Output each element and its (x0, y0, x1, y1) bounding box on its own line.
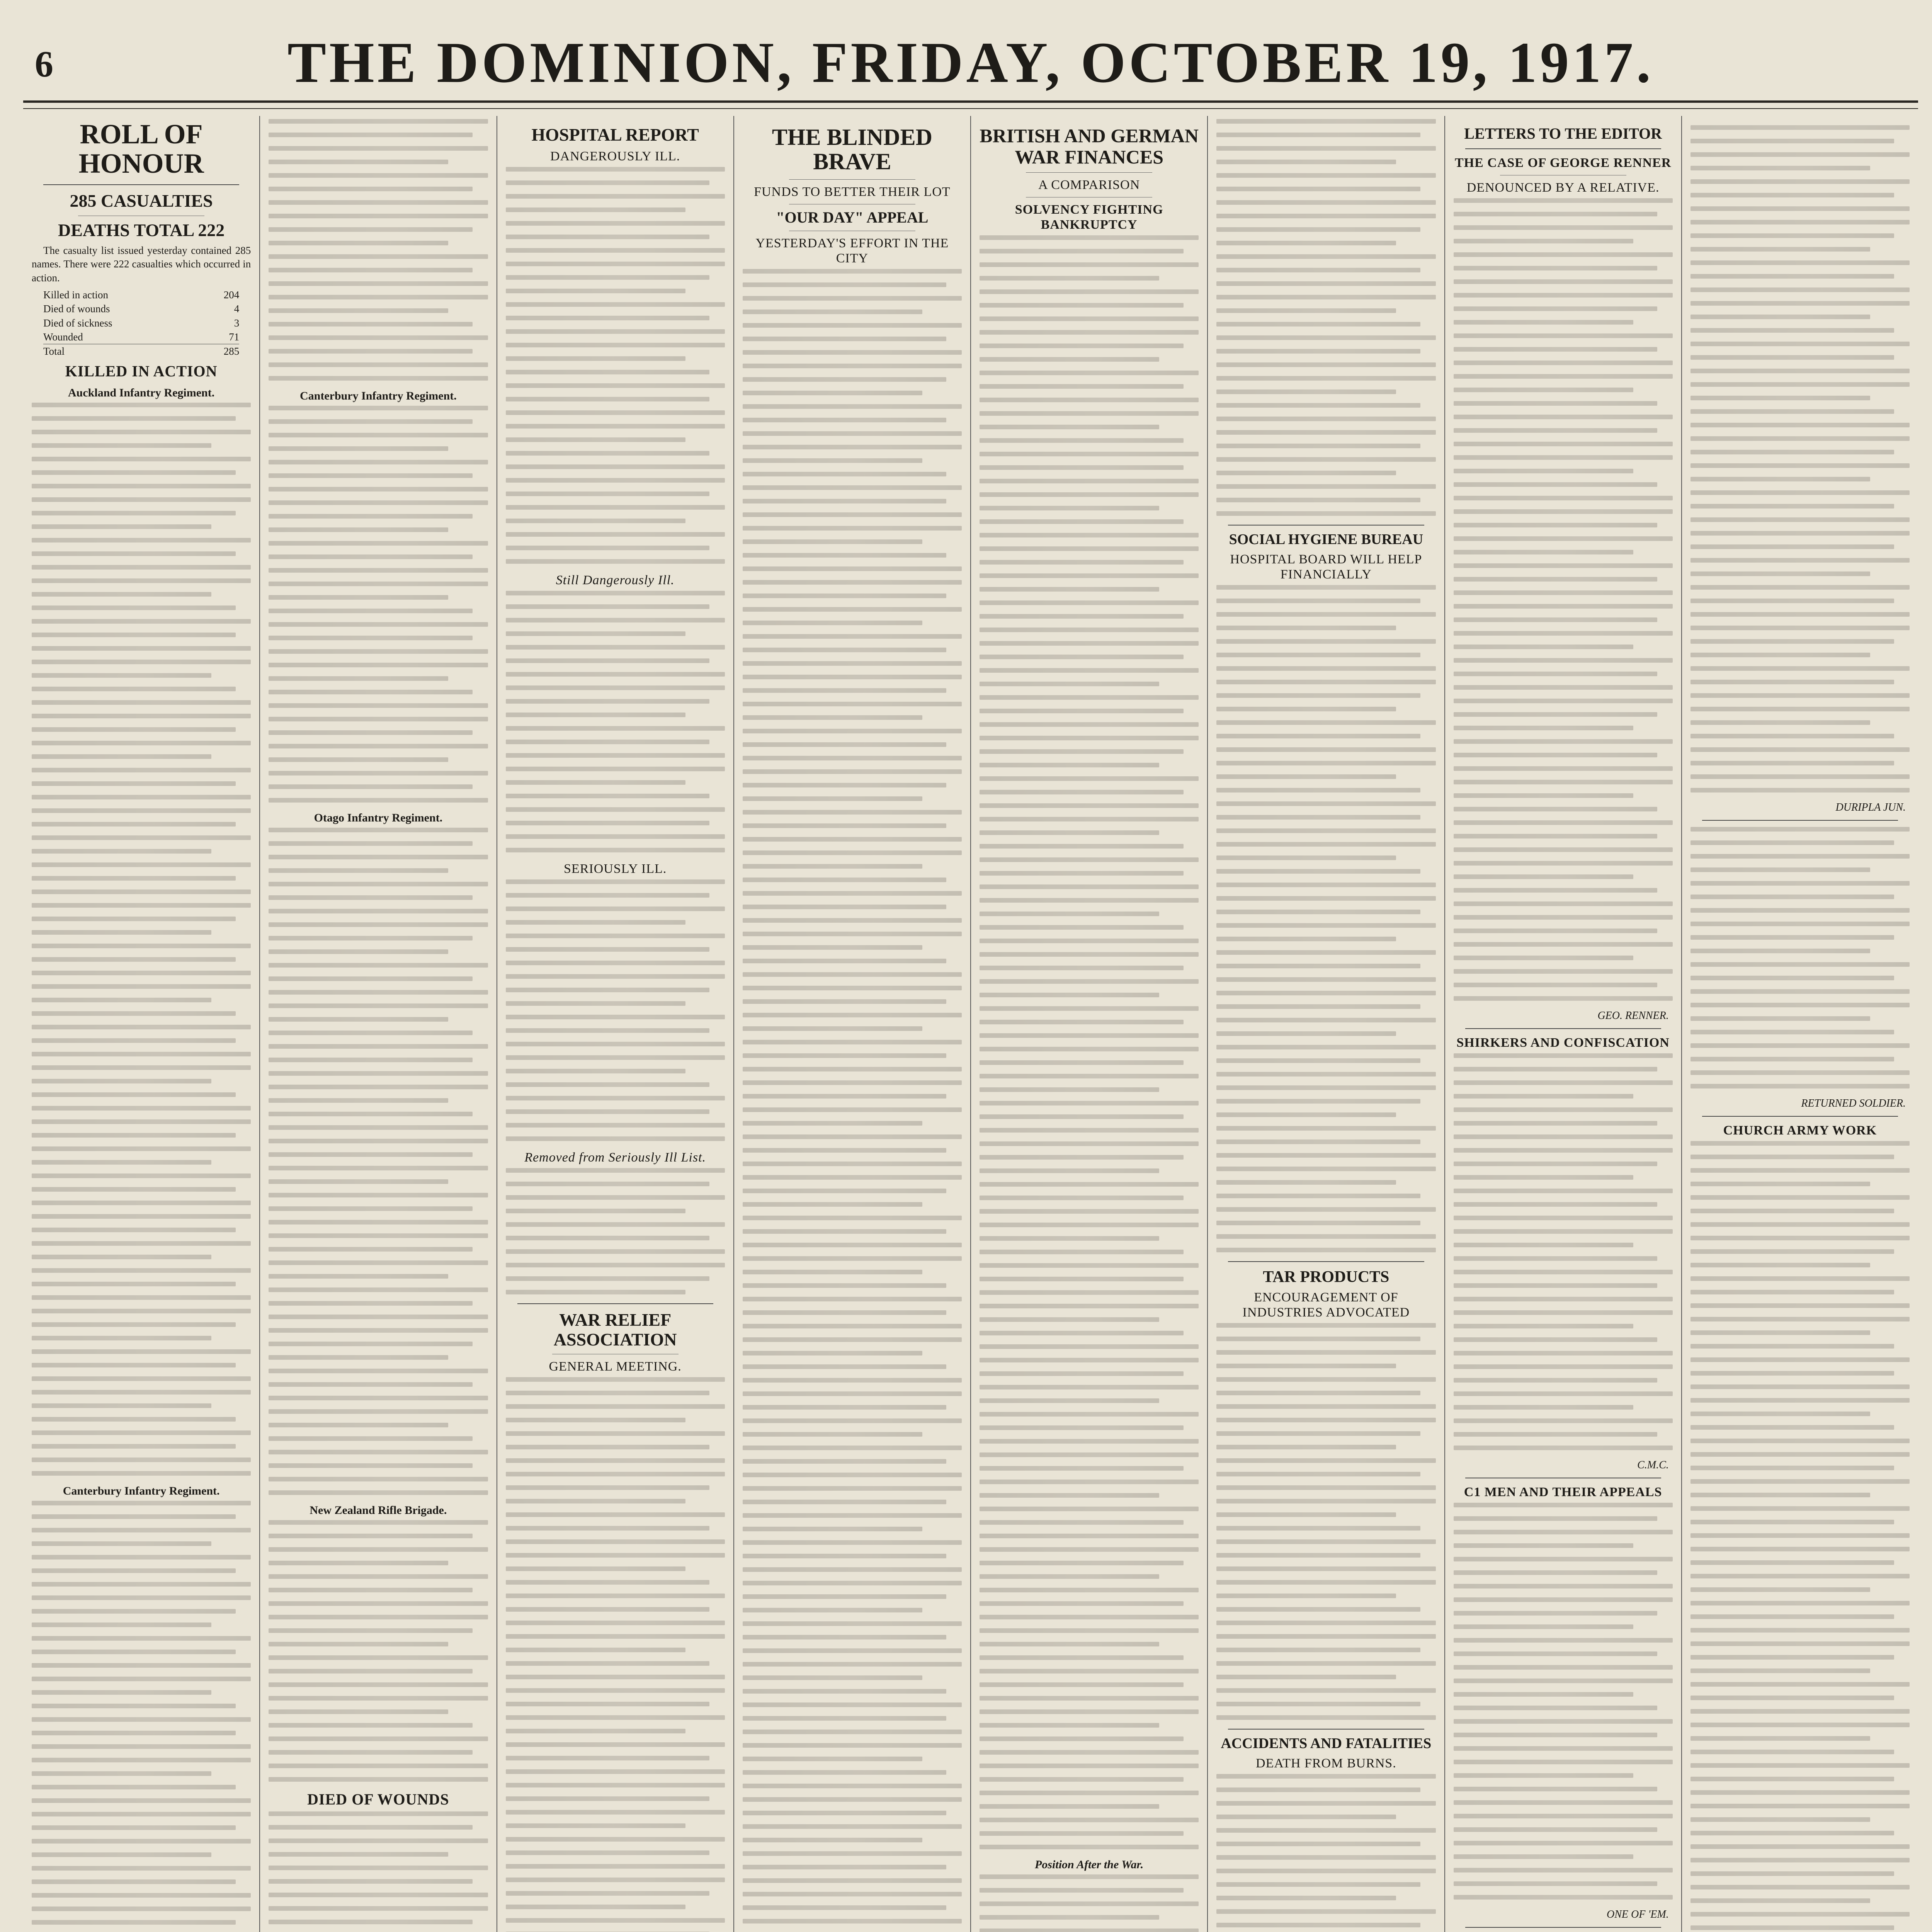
article-body (980, 235, 1199, 1849)
casualty-name-list (32, 403, 251, 1476)
masthead-rule (23, 108, 1918, 109)
subhead-rifle-brigade: New Zealand Rifle Brigade. (310, 1504, 447, 1517)
casualty-intro: The casualty list issued yesterday contained 285 names. There were 222 casualties which occurred in action. (32, 245, 251, 284)
column-hospital-report (497, 116, 733, 1932)
patient-list (506, 879, 725, 1141)
subhead-still-dangerously-ill: Still Dangerously Ill. (556, 573, 675, 587)
casualty-name-list (32, 1501, 251, 1932)
patient-list (506, 591, 725, 852)
headline-blinded-brave: THE BLINDED BRAVE (772, 124, 932, 174)
stats-row: Died of wounds 4 (43, 303, 240, 315)
divider (1465, 1927, 1661, 1928)
patient-list (506, 1168, 725, 1294)
casualty-name-list (269, 119, 488, 381)
letter-body (1690, 1141, 1910, 1932)
article-body (743, 269, 962, 1932)
letter-head-george-renner: THE CASE OF GEORGE RENNER (1454, 156, 1672, 170)
letter-body (1690, 125, 1910, 793)
letter-head-shirkers: SHIRKERS AND CONFISCATION (1456, 1036, 1670, 1050)
casualty-name-list (269, 1520, 488, 1782)
newspaper-title: THE DOMINION, FRIDAY, OCTOBER 19, 1917. (287, 31, 1654, 95)
divider (789, 179, 915, 180)
letter-signature: DURIPLA JUN. (1835, 801, 1906, 813)
letter-body (1454, 1053, 1673, 1450)
page-number: 6 (35, 43, 53, 85)
deck-a-comparison: A COMPARISON (1038, 178, 1140, 192)
deck-yesterdays-effort: YESTERDAY'S EFFORT IN THE CITY (755, 236, 949, 266)
divider (1228, 525, 1424, 526)
headline-hospital-report: HOSPITAL REPORT (531, 125, 699, 145)
subhead-dangerously-ill: DANGEROUSLY ILL. (550, 149, 680, 163)
letter-deck-relative: DENOUNCED BY A RELATIVE. (1466, 180, 1660, 195)
column-war-finances (970, 116, 1207, 1932)
deck-death-from-burns: DEATH FROM BURNS. (1256, 1756, 1396, 1771)
letter-body (1454, 1503, 1673, 1900)
column-roll-of-honour (23, 116, 259, 1932)
divider (1465, 1028, 1661, 1029)
column-letters-continued (1681, 116, 1918, 1932)
letter-body (1690, 827, 1910, 1088)
stats-row: Died of sickness 3 (43, 317, 240, 329)
divider (1702, 820, 1898, 821)
article-body (1216, 119, 1435, 516)
letter-body (1454, 198, 1673, 1001)
letter-signature: GEO. RENNER. (1597, 1010, 1669, 1022)
subhead-canterbury-infantry: Canterbury Infantry Regiment. (63, 1484, 220, 1497)
article-body (1216, 1774, 1435, 1932)
stats-row: Wounded 71 (43, 331, 240, 343)
deck-solvency-fighting-bankruptcy: SOLVENCY FIGHTING BANKRUPTCY (1015, 202, 1163, 232)
column-letters (1444, 116, 1681, 1932)
divider (43, 184, 239, 185)
casualty-name-list (269, 406, 488, 803)
casualty-name-list (269, 828, 488, 1495)
masthead (23, 15, 1918, 103)
column-casualty-lists (259, 116, 496, 1932)
subhead-seriously-ill: SERIOUSLY ILL. (564, 861, 667, 876)
deck-encouragement: ENCOURAGEMENT OF INDUSTRIES ADVOCATED (1242, 1290, 1410, 1320)
article-body (506, 1377, 725, 1932)
divider (1465, 148, 1661, 149)
deck-hospital-board: HOSPITAL BOARD WILL HELP FINANCIALLY (1230, 552, 1422, 582)
headline-letters-to-editor: LETTERS TO THE EDITOR (1464, 125, 1662, 142)
column-local-news (1207, 116, 1444, 1932)
letter-signature: ONE OF 'EM. (1607, 1908, 1669, 1921)
headline-war-finances: BRITISH AND GERMAN WAR FINANCES (980, 125, 1199, 168)
section-killed-in-action: KILLED IN ACTION (65, 362, 218, 380)
subhead-canterbury-infantry: Canterbury Infantry Regiment. (299, 389, 457, 402)
column-blinded-brave (733, 116, 970, 1932)
casualty-name-list (269, 1811, 488, 1932)
stats-row-total: Total 285 (43, 344, 239, 358)
divider (1026, 172, 1152, 173)
letter-signature: C.M.C. (1637, 1459, 1669, 1471)
deck-our-day-appeal: "OUR DAY" APPEAL (776, 209, 929, 226)
deck-general-meeting: GENERAL MEETING. (549, 1359, 682, 1374)
article-body (1216, 1323, 1435, 1720)
subhead-position-after-war: Position After the War. (1035, 1858, 1144, 1871)
deck-casualties: 285 CASUALTIES (70, 191, 213, 211)
deck-deaths-total: DEATHS TOTAL 222 (58, 220, 225, 240)
divider (517, 1303, 713, 1304)
section-died-of-wounds: DIED OF WOUNDS (307, 1791, 449, 1808)
divider (1702, 1116, 1898, 1117)
subhead-auckland-infantry: Auckland Infantry Regiment. (68, 386, 215, 399)
divider (1228, 1261, 1424, 1262)
article-body (1216, 585, 1435, 1252)
stats-row: Killed in action 204 (43, 289, 240, 301)
headline-social-hygiene-bureau: SOCIAL HYGIENE BUREAU (1229, 531, 1423, 548)
headline-tar-products: TAR PRODUCTS (1263, 1268, 1389, 1286)
letter-head-c1-men: C1 MEN AND THEIR APPEALS (1464, 1485, 1662, 1500)
headline-roll-of-honour: ROLL OF HONOUR (78, 119, 204, 179)
headline-accidents-fatalities: ACCIDENTS AND FATALITIES (1221, 1735, 1432, 1752)
headline-war-relief-association: WAR RELIEF ASSOCIATION (553, 1310, 677, 1349)
deck-funds: FUNDS TO BETTER THEIR LOT (754, 185, 951, 199)
letter-head-church-army: CHURCH ARMY WORK (1723, 1123, 1877, 1138)
subhead-otago-infantry: Otago Infantry Regiment. (314, 811, 443, 824)
article-body (980, 1874, 1199, 1932)
columns (23, 116, 1918, 1932)
patient-list (506, 167, 725, 564)
divider (1228, 1729, 1424, 1730)
casualty-stats-table (43, 288, 239, 359)
subhead-removed-from-list: Removed from Seriously Ill List. (524, 1150, 706, 1165)
letter-signature: RETURNED SOLDIER. (1801, 1097, 1906, 1109)
